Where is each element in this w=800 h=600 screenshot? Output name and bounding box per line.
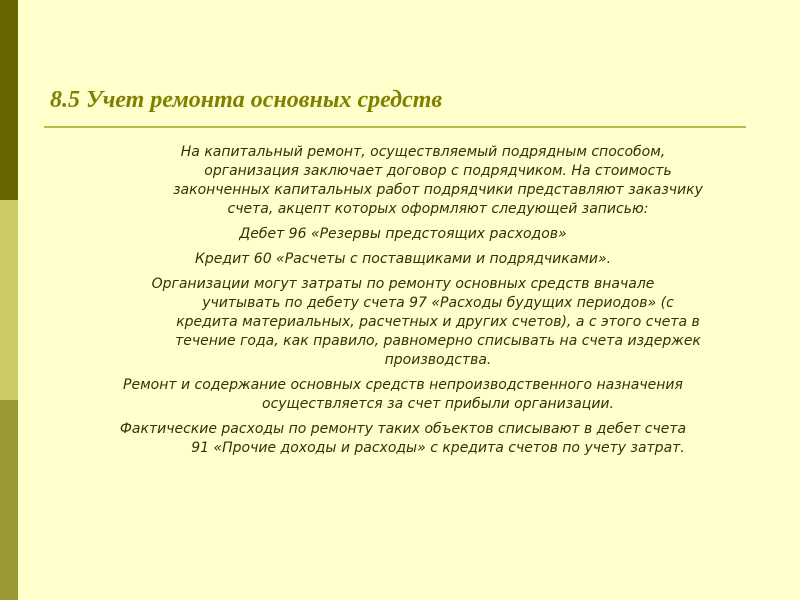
- body-line: Организации могут затраты по ремонту основных средств вначале: [151, 276, 655, 292]
- title-underline: [44, 126, 746, 128]
- slide-body: [34, 143, 772, 458]
- left-accent-bar-middle: [0, 200, 18, 400]
- body-line: 91 «Прочие доходы и расходы» с кредита счетов по учету затрат.: [191, 440, 685, 456]
- body-line: Дебет 96 «Резервы предстоящих расходов»: [239, 226, 567, 242]
- body-line: Фактические расходы по ремонту таких объектов списывают в дебет счета: [119, 421, 687, 437]
- body-line: производства.: [384, 352, 492, 368]
- body-line: Ремонт и содержание основных средств непроизводственного назначения: [123, 377, 683, 393]
- body-line: На капитальный ремонт, осуществляемый подрядным способом,: [180, 144, 666, 160]
- slide-title: 8.5 Учет ремонта основных средств: [50, 87, 443, 113]
- body-line: счета, акцепт которых оформляют следующей записью:: [227, 201, 649, 217]
- left-accent-bar-bottom: [0, 400, 18, 600]
- body-line: кредита материальных, расчетных и других счетов), а с этого счета в: [176, 314, 700, 330]
- body-line: течение года, как правило, равномерно списывать на счета издержек: [175, 333, 701, 349]
- body-line: законченных капитальных работ подрядчики представляют заказчику: [173, 182, 703, 198]
- body-line: организация заключает договор с подрядчиком. На стоимость: [204, 163, 672, 179]
- body-line: осуществляется за счет прибыли организации.: [262, 396, 614, 412]
- left-accent-bar-top: [0, 0, 18, 200]
- body-line: учитывать по дебету счета 97 «Расходы будущих периодов» (с: [202, 295, 674, 311]
- body-line: Кредит 60 «Расчеты с поставщиками и подрядчиками».: [194, 251, 612, 267]
